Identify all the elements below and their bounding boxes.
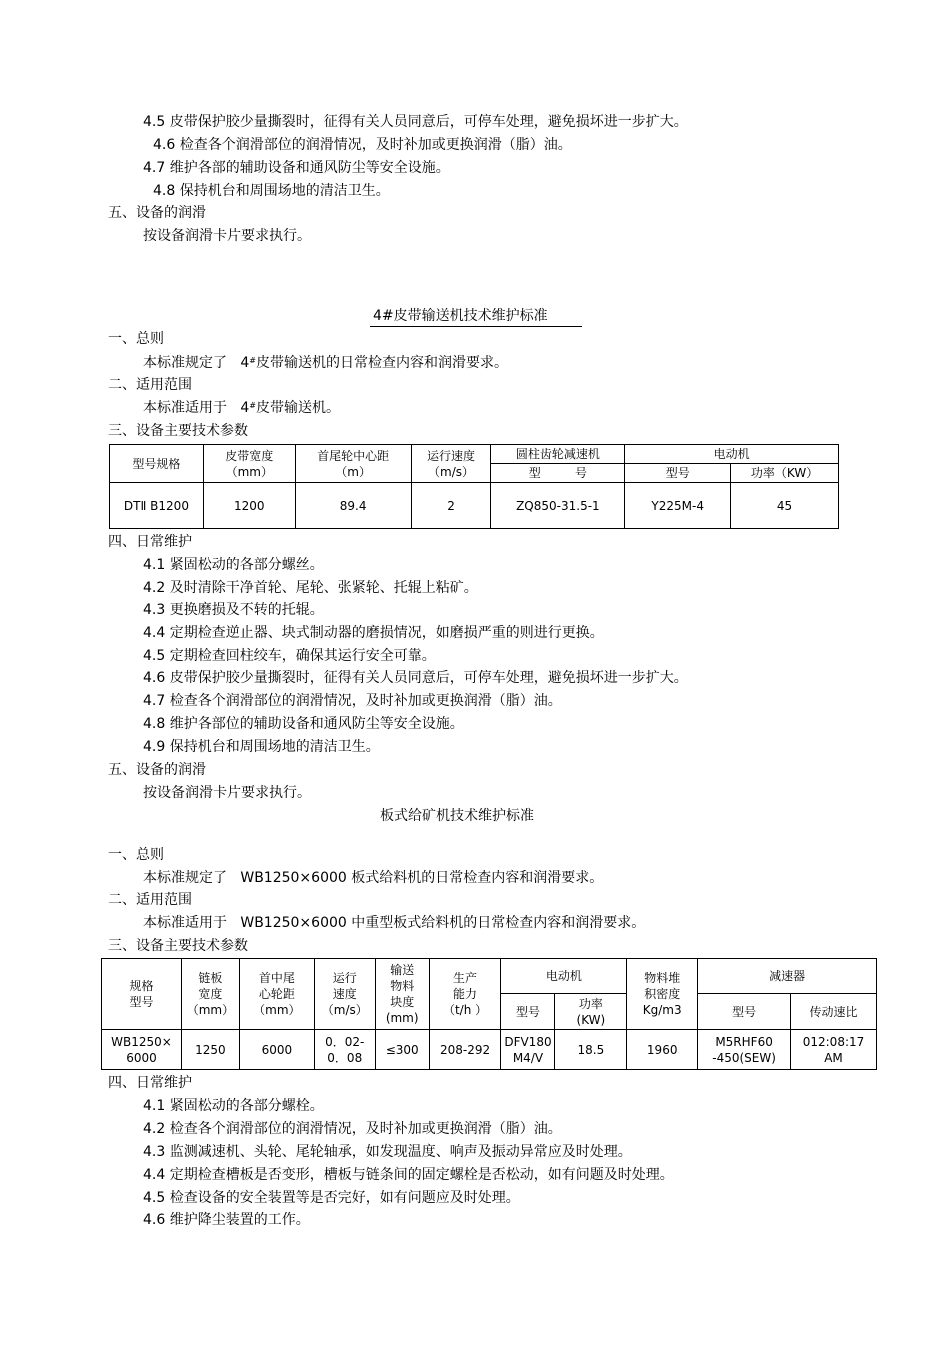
belt4-title: 4#皮带输送机技术维护标准 <box>373 308 548 324</box>
plate-maint-4-5: 4.5 检查设备的安全装置等是否完好，如有问题应及时处理。 <box>143 1190 520 1206</box>
plate-h-reducer: 减速器 <box>698 959 877 994</box>
belt4-h-motor-power: 功率（KW） <box>731 464 839 483</box>
belt4-h-motor: 电动机 <box>625 445 839 464</box>
plate-general-text: 本标准规定了 WB1250×6000 板式给料机的日常检查内容和润滑要求。 <box>143 870 604 886</box>
belt4-scope-text: 本标准适用于 4#皮带输送机。 <box>143 400 340 416</box>
plate-h-motor-model: 型号 <box>501 994 555 1030</box>
plate-title: 板式给矿机技术维护标准 <box>380 808 534 824</box>
plate-cell-capacity: 208-292 <box>429 1030 501 1070</box>
plate-h-motor-power: 功率 (KW) <box>555 994 627 1030</box>
belt4-cell-reducer: ZQ850-31.5-1 <box>491 483 625 529</box>
plate-h-speed: 运行 速度 （m/s） <box>314 959 375 1030</box>
belt4-h-reducer-model: 型 号 <box>491 464 625 483</box>
belt4-maint-4-4: 4.4 定期检查逆止器、块式制动器的磨损情况，如磨损严重的则进行更换。 <box>143 625 604 641</box>
plate-cell-model: WB1250× 6000 <box>102 1030 182 1070</box>
belt4-scope-heading: 二、适用范围 <box>108 377 192 393</box>
plate-cell-lump: ≤300 <box>375 1030 429 1070</box>
plate-h-capacity: 生产 能力 （t/h ） <box>429 959 501 1030</box>
belt4-cell-speed: 2 <box>411 483 491 529</box>
belt4-title-underline <box>370 326 582 327</box>
plate-params-table <box>101 958 877 1070</box>
belt4-lubrication-text: 按设备润滑卡片要求执行。 <box>143 785 311 801</box>
belt4-cell-distance: 89.4 <box>295 483 411 529</box>
belt4-general-text: 本标准规定了 4#皮带输送机的日常检查内容和润滑要求。 <box>143 355 508 371</box>
top-item-4-6: 4.6 检查各个润滑部位的润滑情况，及时补加或更换润滑（脂）油。 <box>153 137 572 153</box>
plate-params-heading: 三、设备主要技术参数 <box>108 938 248 954</box>
plate-cell-reducer-model: M5RHF60 -450(SEW) <box>698 1030 791 1070</box>
plate-maint-4-1: 4.1 紧固松动的各部分螺栓。 <box>143 1098 324 1114</box>
plate-h-reducer-model: 型号 <box>698 994 791 1030</box>
belt4-maint-4-2: 4.2 及时清除干净首轮、尾轮、张紧轮、托辊上粘矿。 <box>143 580 478 596</box>
plate-maint-4-6: 4.6 维护降尘装置的工作。 <box>143 1212 310 1228</box>
top-lubrication-text: 按设备润滑卡片要求执行。 <box>143 228 311 244</box>
belt4-maint-4-8: 4.8 维护各部位的辅助设备和通风防尘等安全设施。 <box>143 716 464 732</box>
plate-maint-heading: 四、日常维护 <box>108 1075 192 1091</box>
plate-h-distance: 首中尾 心轮距 （mm） <box>239 959 314 1030</box>
belt4-maint-4-9: 4.9 保持机台和周围场地的清洁卫生。 <box>143 739 380 755</box>
belt4-maint-4-1: 4.1 紧固松动的各部分螺丝。 <box>143 557 324 573</box>
belt4-h-width: 皮带宽度 （mm） <box>203 445 295 483</box>
plate-general-heading: 一、总则 <box>108 847 164 863</box>
plate-cell-motor-model: DFV180 M4/V <box>501 1030 555 1070</box>
plate-h-lump: 输送 物料 块度 (mm) <box>375 959 429 1030</box>
plate-h-model: 规格 型号 <box>102 959 182 1030</box>
belt4-maint-4-6: 4.6 皮带保护胶少量撕裂时，征得有关人员同意后，可停车处理，避免损坏进一步扩大。 <box>143 670 688 686</box>
top-item-4-7: 4.7 维护各部的辅助设备和通风防尘等安全设施。 <box>143 160 450 176</box>
belt4-maint-4-5: 4.5 定期检查回柱绞车，确保其运行安全可靠。 <box>143 648 436 664</box>
belt4-maint-4-7: 4.7 检查各个润滑部位的润滑情况，及时补加或更换润滑（脂）油。 <box>143 693 562 709</box>
belt4-h-speed: 运行速度 （m/s） <box>411 445 491 483</box>
plate-scope-heading: 二、适用范围 <box>108 892 192 908</box>
plate-maint-4-4: 4.4 定期检查槽板是否变形，槽板与链条间的固定螺栓是否松动，如有问题及时处理。 <box>143 1167 674 1183</box>
top-item-4-5: 4.5 皮带保护胶少量撕裂时，征得有关人员同意后，可停车处理，避免损坏进一步扩大。 <box>143 114 688 130</box>
plate-h-density: 物料堆 积密度 Kg/m3 <box>627 959 698 1030</box>
belt4-cell-width: 1200 <box>203 483 295 529</box>
plate-h-motor: 电动机 <box>501 959 627 994</box>
belt4-maint-4-3: 4.3 更换磨损及不转的托辊。 <box>143 602 324 618</box>
plate-scope-text: 本标准适用于 WB1250×6000 中重型板式给料机的日常检查内容和润滑要求。 <box>143 915 646 931</box>
plate-maint-4-3: 4.3 监测减速机、头轮、尾轮轴承，如发现温度、响声及振动异常应及时处理。 <box>143 1144 632 1160</box>
belt4-cell-motor-power: 45 <box>731 483 839 529</box>
plate-cell-speed: 0．02- 0．08 <box>314 1030 375 1070</box>
belt4-maint-heading: 四、日常维护 <box>108 534 192 550</box>
plate-h-width: 链板 宽度 （mm） <box>181 959 239 1030</box>
belt4-general-heading: 一、总则 <box>108 331 164 347</box>
belt4-h-motor-model: 型号 <box>625 464 731 483</box>
belt4-h-distance: 首尾轮中心距 （m） <box>295 445 411 483</box>
plate-h-reducer-ratio: 传动速比 <box>791 994 877 1030</box>
plate-cell-distance: 6000 <box>239 1030 314 1070</box>
belt4-h-reducer: 圆柱齿轮减速机 <box>491 445 625 464</box>
plate-maint-4-2: 4.2 检查各个润滑部位的润滑情况，及时补加或更换润滑（脂）油。 <box>143 1121 562 1137</box>
plate-cell-density: 1960 <box>627 1030 698 1070</box>
belt4-cell-model: DTⅡ B1200 <box>110 483 204 529</box>
belt4-params-table <box>109 444 839 529</box>
belt4-params-heading: 三、设备主要技术参数 <box>108 423 248 439</box>
plate-cell-width: 1250 <box>181 1030 239 1070</box>
belt4-h-model: 型号规格 <box>110 445 204 483</box>
plate-cell-reducer-ratio: 012:08:17 AM <box>791 1030 877 1070</box>
belt4-cell-motor-model: Y225M-4 <box>625 483 731 529</box>
plate-cell-motor-power: 18.5 <box>555 1030 627 1070</box>
top-lubrication-heading: 五、设备的润滑 <box>108 205 206 221</box>
top-item-4-8: 4.8 保持机台和周围场地的清洁卫生。 <box>153 183 390 199</box>
belt4-lubrication-heading: 五、设备的润滑 <box>108 762 206 778</box>
